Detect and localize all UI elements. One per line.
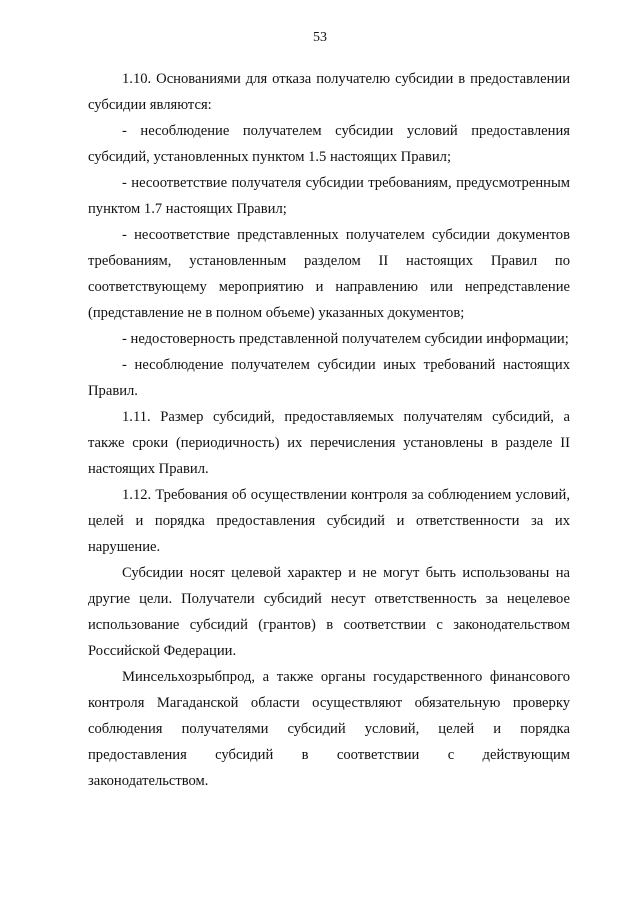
document-body xyxy=(88,66,570,794)
list-item-information: - недостоверность представленной получателем субсидии информации; xyxy=(122,331,569,347)
page-number: 53 xyxy=(313,30,327,45)
list-item-requirements: - несоответствие получателя субсидии требованиям, предусмотренным пунктом 1.7 настоящих Правил; xyxy=(88,175,570,217)
list-item-other-requirements: - несоблюдение получателем субсидии иных требований настоящих Правил. xyxy=(88,357,570,399)
paragraph-control: Минсельхозрыбпрод, а также органы государственного финансового контроля Магаданской области осуществляют обязательную проверку соблюдения получателями субсидий условий, целей и порядка предоставления субсидий в соответствии с действующим законодательством. xyxy=(88,669,570,789)
list-item-conditions: - несоблюдение получателем субсидии условий предоставления субсидий, установленных пунктом 1.5 настоящих Правил; xyxy=(88,123,570,165)
paragraph-1-12: 1.12. Требования об осуществлении контроля за соблюдением условий, целей и порядка предоставления субсидий и ответственности за их нарушение. xyxy=(88,487,570,555)
paragraph-1-10: 1.10. Основаниями для отказа получателю субсидии в предоставлении субсидии являются: xyxy=(88,71,570,113)
list-item-documents: - несоответствие представленных получателем субсидии документов требованиям, установленным разделом II настоящих Правил по соответствующему мероприятию и направлению или непредставление (представление не в полном объеме) указанных документов; xyxy=(88,227,570,321)
paragraph-1-11: 1.11. Размер субсидий, предоставляемых получателям субсидий, а также сроки (периодичность) их перечисления установлены в разделе II настоящих Правил. xyxy=(88,409,570,477)
paragraph-target-use: Субсидии носят целевой характер и не могут быть использованы на другие цели. Получатели субсидий несут ответственность за нецелевое использование субсидий (грантов) в соответствии с законодательством Российской Федерации. xyxy=(88,565,570,659)
